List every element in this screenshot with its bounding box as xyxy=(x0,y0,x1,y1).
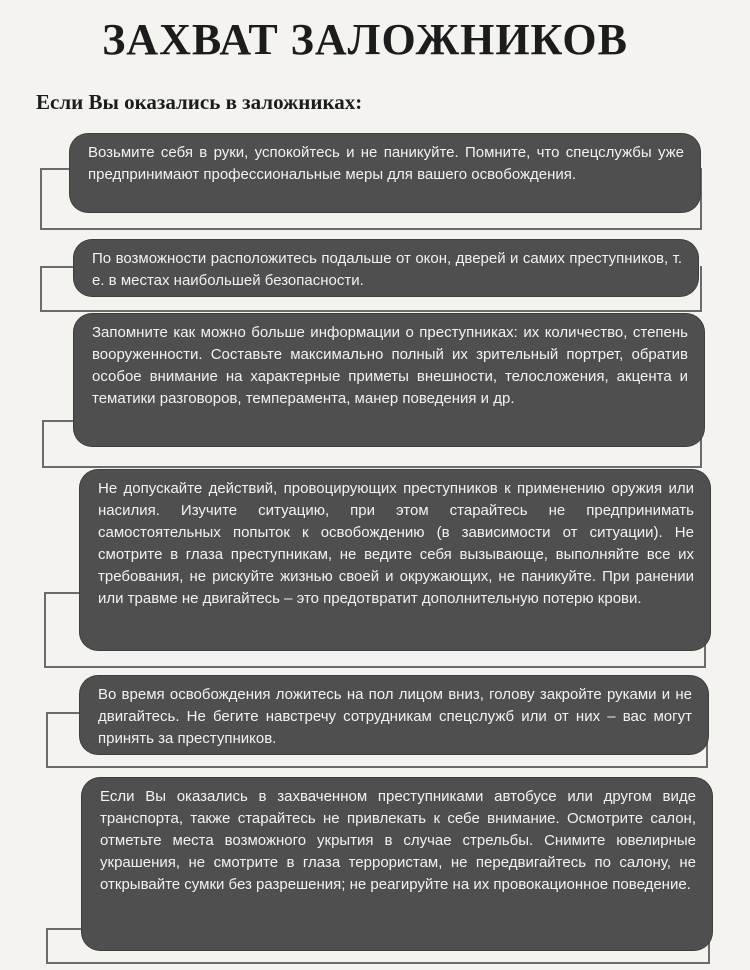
page-subtitle: Если Вы оказались в заложниках: xyxy=(36,90,363,114)
item-frame-top xyxy=(42,420,76,422)
item-frame-top xyxy=(46,712,82,714)
advice-bubble xyxy=(74,314,704,446)
advice-text: Не допускайте действий, провоцирующих преступников к применению оружия или насилия. Изучите ситуацию, при этом старайтесь не предпринимать самостоятельных попыток к освобождению (в зависимости от ситуации). Не смотрите в глаза преступникам, не ведите себя вызывающе, выполняйте все их требования, не рискуйте жизнью своей и окружающих, не паникуйте. При ранении или травме не двигайтесь – это предотвратит дополнительную потерю крови. xyxy=(98,480,694,607)
advice-text: Возьмите себя в руки, успокойтесь и не паникуйте. Помните, что спецслужбы уже предпринимают профессиональные меры для вашего освобождения. xyxy=(88,144,684,183)
advice-bubble xyxy=(82,778,712,950)
item-frame-top xyxy=(40,266,76,268)
item-frame-top xyxy=(40,168,72,170)
advice-text: По возможности расположитесь подальше от окон, дверей и самих преступников, т. е. в местах наибольшей безопасности. xyxy=(92,250,682,289)
page-title: ЗАХВАТ ЗАЛОЖНИКОВ xyxy=(102,15,628,64)
advice-bubble xyxy=(80,470,710,650)
advice-bubble xyxy=(80,676,708,754)
item-frame-top xyxy=(44,592,82,594)
advice-bubble xyxy=(74,240,698,296)
advice-bubble xyxy=(70,134,700,212)
item-frame-top xyxy=(46,928,84,930)
advice-text: Запомните как можно больше информации о преступниках: их количество, степень вооруженности. Составьте максимально полный их зрительный портрет, обратив особое внимание на характерные приметы внешности, телосложения, акцента и тематики разговоров, темперамента, манер поведения и др. xyxy=(92,324,688,407)
advice-text: Если Вы оказались в захваченном преступниками автобусе или другом виде транспорта, также старайтесь не привлекать к себе внимание. Осмотрите салон, отметьте места возможного укрытия в случае стрельбы. Снимите ювелирные украшения, не смотрите в глаза террористам, не передвигайтесь по салону, не открывайте сумки без разрешения; не реагируйте на их провокационное поведение. xyxy=(100,788,696,893)
advice-text: Во время освобождения ложитесь на пол лицом вниз, голову закройте руками и не двигайтесь. Не бегите навстречу сотрудникам спецслужб или от них – вас могут принять за преступников. xyxy=(98,686,692,747)
